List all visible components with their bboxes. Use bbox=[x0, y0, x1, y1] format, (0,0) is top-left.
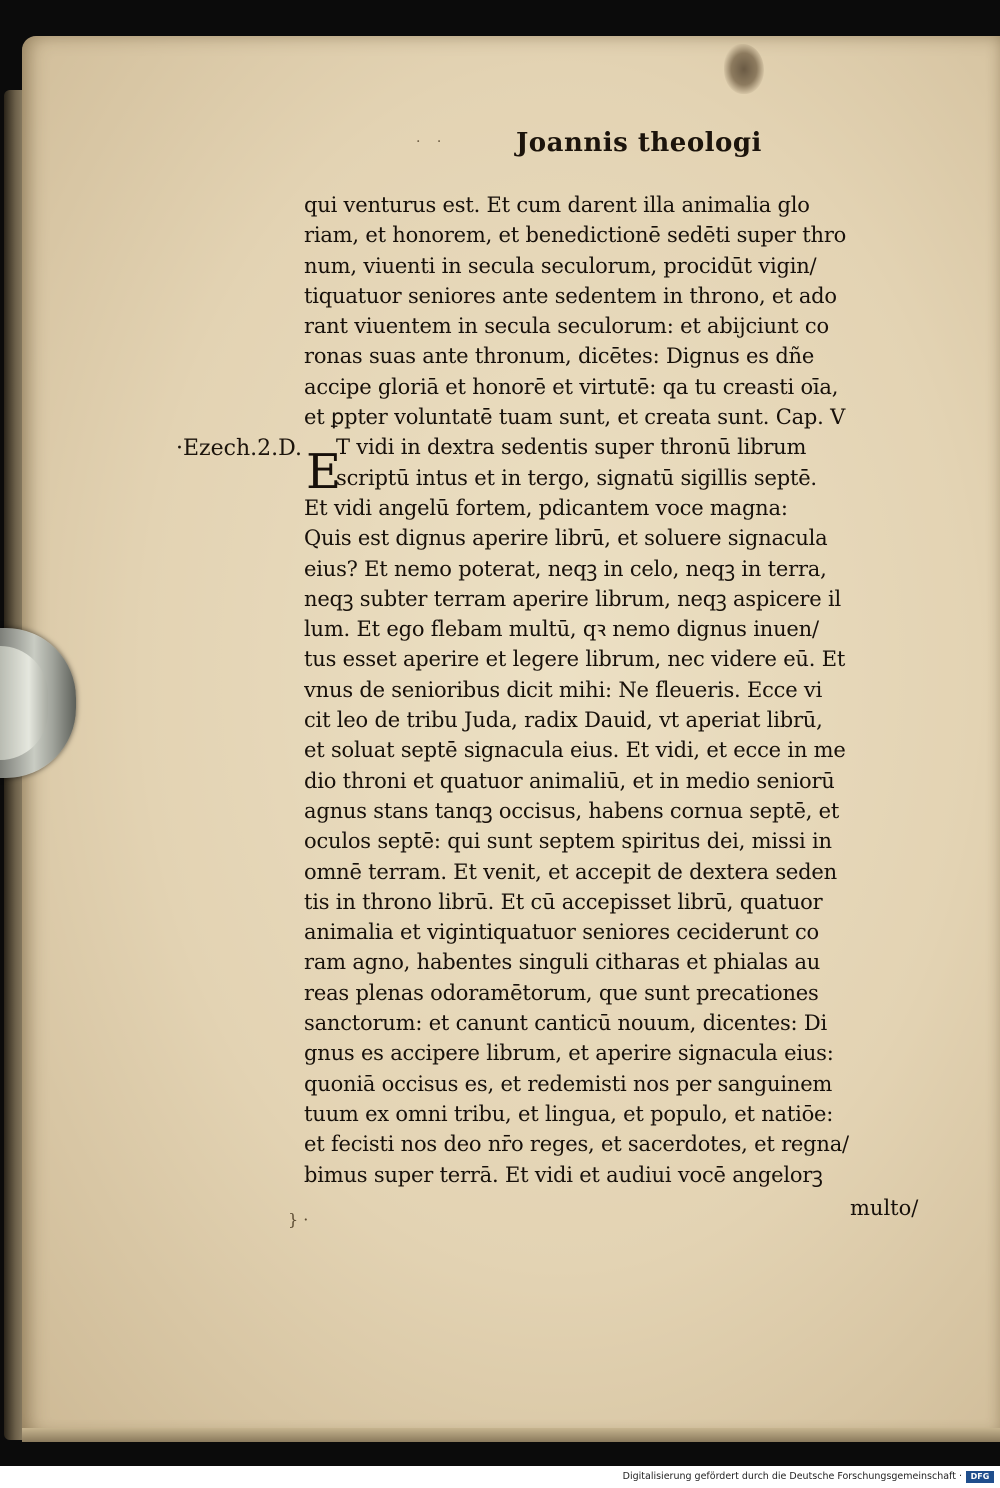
text-line: bimus super terrā. Et vidi et audiui vocē angelorꝫ bbox=[304, 1162, 823, 1187]
text-line: ronas suas ante thronum, dicētes: Dignus es dñe bbox=[304, 344, 815, 369]
text-line: lum. Et ego flebam multū, qꝛ nemo dignus inuen/ bbox=[304, 617, 819, 642]
head-marks: · · bbox=[416, 134, 448, 150]
catchword: multo/ bbox=[850, 1196, 919, 1220]
signature-mark: } · bbox=[288, 1210, 309, 1229]
text-line: quoniā occisus es, et redemisti nos per sanguinem bbox=[304, 1071, 833, 1096]
paper-stain bbox=[724, 44, 764, 94]
text-line: neqꝫ subter terram aperire librum, neqꝫ aspicere il bbox=[304, 586, 841, 611]
text-line: ram agno, habentes singuli citharas et phialas au bbox=[304, 950, 821, 975]
text-line: T vidi in dextra sedentis super thronū librum bbox=[336, 435, 807, 460]
text-line: tiquatuor seniores ante sedentem in throno, et ado bbox=[304, 283, 837, 308]
text-line: rant viuentem in secula seculorum: et abijciunt co bbox=[304, 314, 829, 339]
text-line: cit leo de tribu Juda, radix Dauid, vt aperiat librū, bbox=[304, 708, 823, 733]
text-line: riam, et honorem, et benedictionē sedēti super thro bbox=[304, 223, 847, 248]
running-head: Joannis theologi bbox=[516, 128, 762, 158]
text-line: reas plenas odoramētorum, que sunt precationes bbox=[304, 980, 819, 1005]
text-line: omnē terram. Et venit, et accepit de dextera seden bbox=[304, 859, 837, 884]
dfg-logo: DFG bbox=[966, 1471, 994, 1483]
text-line: et soluat septē signacula eius. Et vidi, et ecce in me bbox=[304, 738, 846, 763]
text-line: et ꝑpter voluntatē tuam sunt, et creata sunt. Cap. V bbox=[304, 405, 846, 430]
credit-text: Digitalisierung gefördert durch die Deutsche Forschungsgemeinschaft · bbox=[622, 1471, 962, 1482]
text-line: qui venturus est. Et cum darent illa animalia glo bbox=[304, 193, 810, 217]
text-line: agnus stans tanqꝫ occisus, habens cornua septē, et bbox=[304, 798, 840, 823]
text-line: animalia et vigintiquatuor seniores ceciderunt co bbox=[304, 920, 819, 945]
text-line: scriptū intus et in tergo, signatū sigillis septē. bbox=[336, 465, 817, 490]
credit-bar bbox=[0, 1466, 1000, 1488]
text-line: Et vidi angelū fortem, pdicantem voce magna: bbox=[304, 495, 788, 520]
text-line: tus esset aperire et legere librum, nec videre eū. Et bbox=[304, 647, 846, 672]
page-bottom-edge bbox=[22, 1428, 1000, 1442]
text-block bbox=[304, 190, 954, 1190]
text-line: gnus es accipere librum, et aperire signacula eius: bbox=[304, 1041, 834, 1066]
text-line: num, viuenti in secula seculorum, procidūt vigin/ bbox=[304, 253, 817, 278]
text-line: sanctorum: et canunt canticū nouum, dicentes: Di bbox=[304, 1011, 828, 1036]
text-line: dio throni et quatuor animaliū, et in medio seniorū bbox=[304, 768, 835, 793]
initial-letter: E bbox=[306, 444, 342, 500]
text-line: et fecisti nos deo nr̄o reges, et sacerdotes, et regna/ bbox=[304, 1132, 849, 1157]
text-line: vnus de senioribus dicit mihi: Ne fleueris. Ecce vi bbox=[304, 677, 823, 702]
text-line: accipe gloriā et honorē et virtutē: qa tu creasti oīa, bbox=[304, 374, 839, 399]
text-line: tuum ex omni tribu, et lingua, et populo, et natiōe: bbox=[304, 1101, 834, 1126]
margin-note: ·Ezech.2.D. bbox=[176, 436, 302, 461]
text-line: Quis est dignus aperire librū, et soluere signacula bbox=[304, 526, 828, 551]
text-line: tis in throno librū. Et cū accepisset librū, quatuor bbox=[304, 889, 823, 914]
text-line: eius? Et nemo poterat, neqꝫ in celo, neqꝫ in terra, bbox=[304, 556, 827, 581]
text-line: oculos septē: qui sunt septem spiritus dei, missi in bbox=[304, 829, 832, 854]
